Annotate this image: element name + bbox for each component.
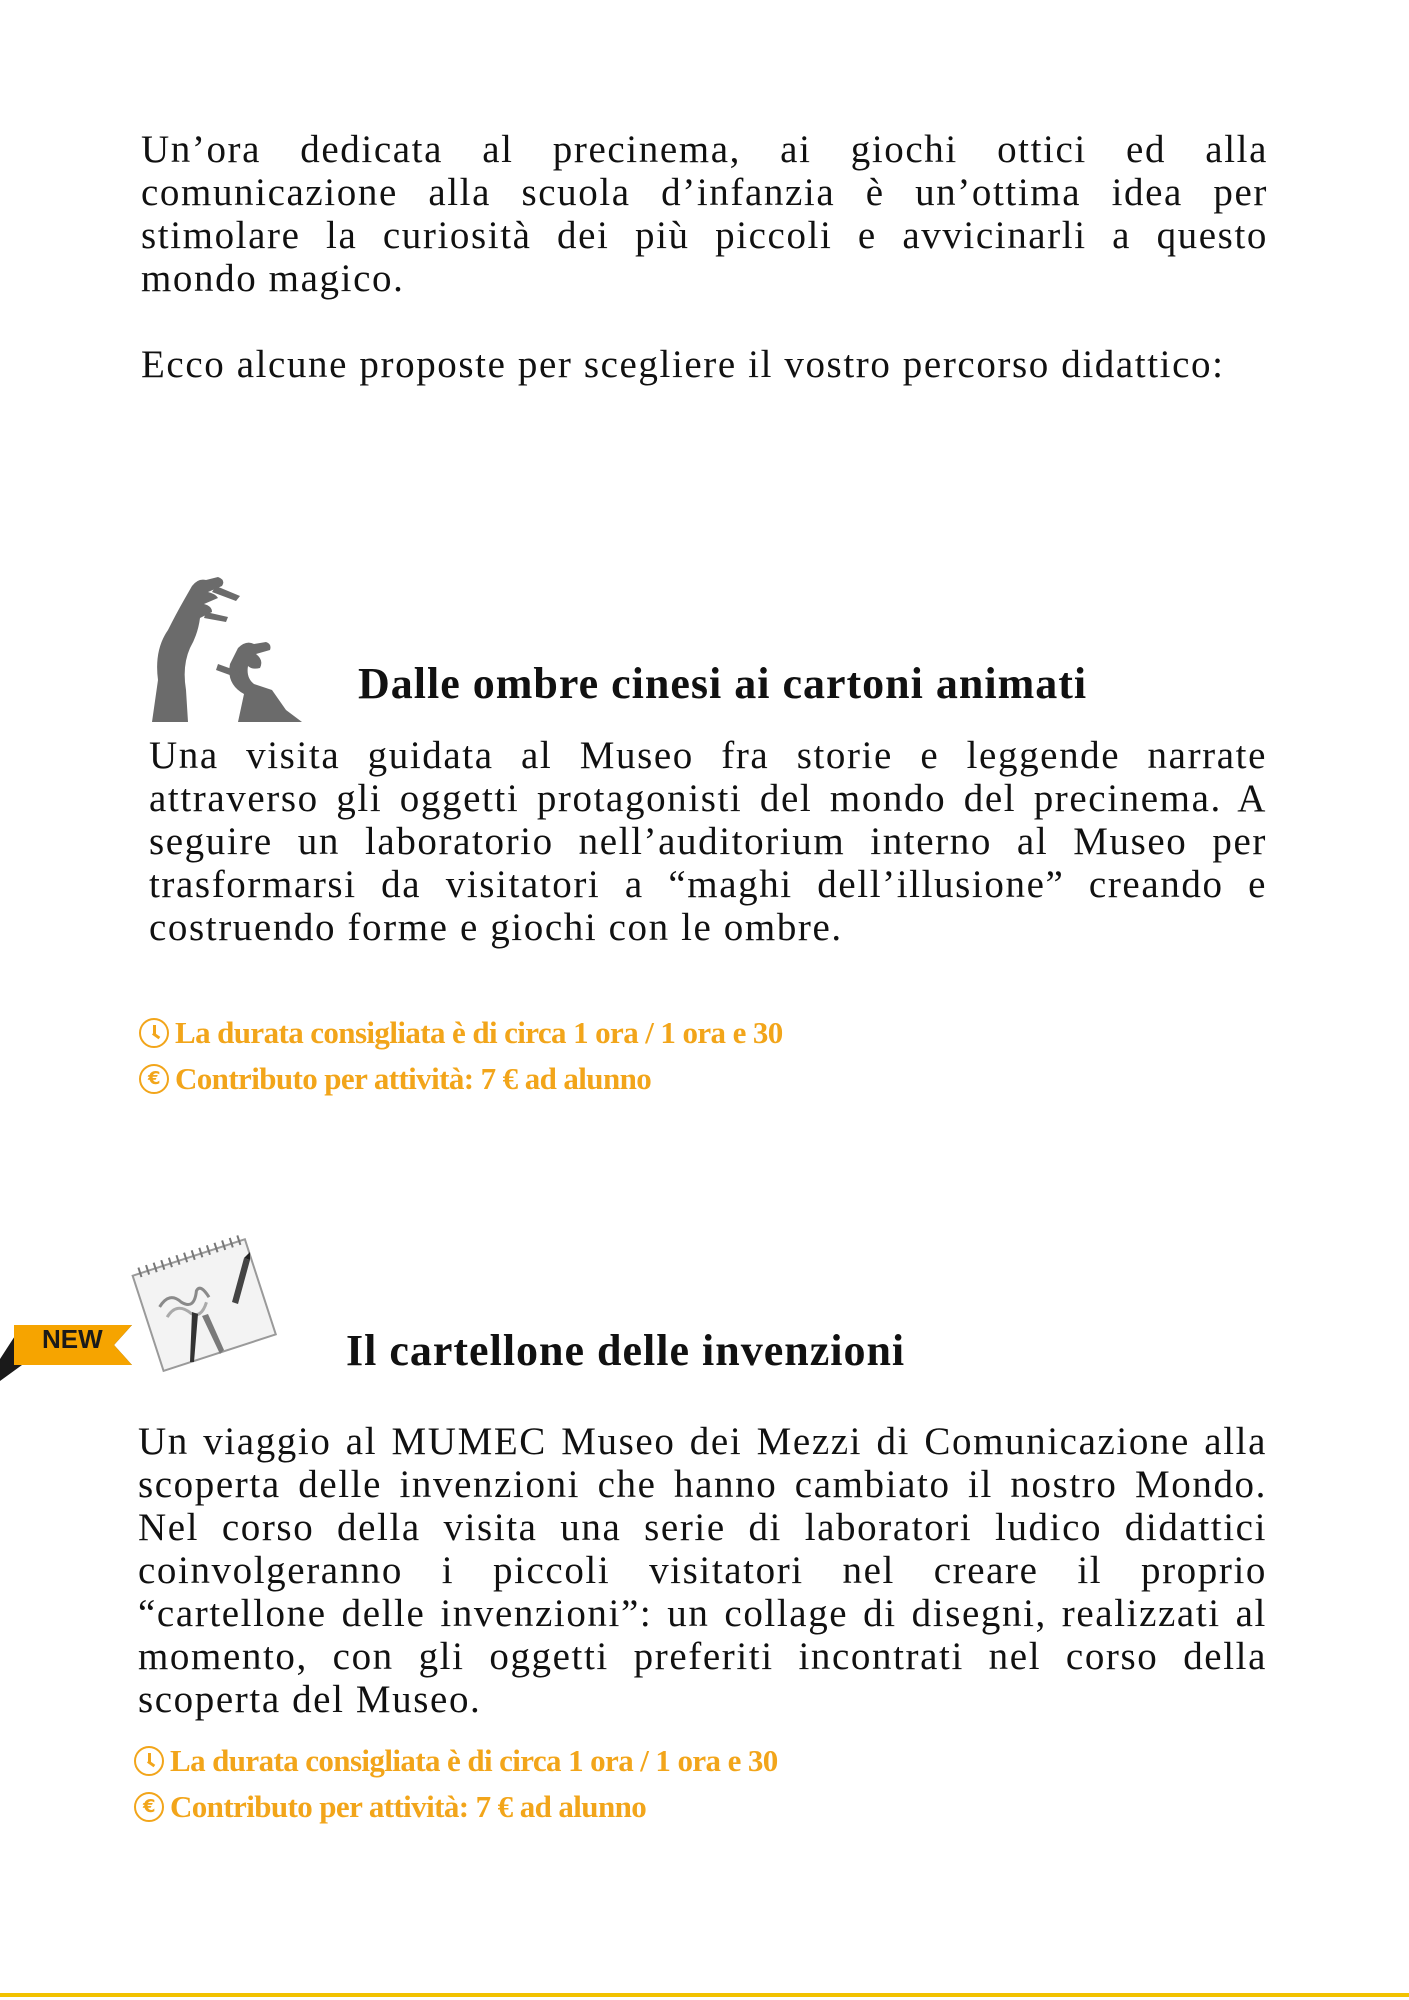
card-description: Un viaggio al MUMEC Museo dei Mezzi di Comunicazione alla scoperta delle invenzioni che hanno cambiato il nostro Mondo. Nel corso della visita una serie di laboratori ludico didattici coinvolgeranno i piccoli visitatori nel creare il proprio “cartellone delle invenzioni”: un collage di disegni, realizzati al momento, con gli oggetti preferiti incontrati nel corso della scoperta del Museo.	[138, 1420, 1267, 1721]
cost-line	[134, 1789, 646, 1825]
shadow-hands-icon	[148, 572, 308, 722]
euro-icon: €	[139, 1064, 169, 1094]
duration-text: La durata consigliata è di circa 1 ora / 1 ora e 30	[170, 1743, 778, 1778]
clock-icon	[139, 1018, 169, 1048]
duration-text: La durata consigliata è di circa 1 ora / 1 ora e 30	[175, 1015, 783, 1050]
duration-line	[139, 1015, 783, 1051]
sketchpad-icon	[128, 1232, 288, 1382]
card-title: Il cartellone delle invenzioni	[346, 1326, 906, 1375]
clock-icon	[134, 1746, 164, 1776]
bottom-rule	[0, 1993, 1409, 1997]
euro-icon: €	[134, 1792, 164, 1822]
intro-paragraph-proposals: Ecco alcune proposte per scegliere il vostro percorso didattico:	[141, 343, 1225, 386]
cost-text: Contributo per attività: 7 € ad alunno	[170, 1789, 647, 1824]
intro-paragraph: Un’ora dedicata al precinema, ai giochi ottici ed alla comunicazione alla scuola d’infanzia è un’ottima idea per stimolare la curiosità dei più piccoli e avvicinarli a questo mondo magico.	[141, 128, 1268, 300]
cost-line	[139, 1061, 651, 1097]
cost-text: Contributo per attività: 7 € ad alunno	[175, 1061, 652, 1096]
card-title: Dalle ombre cinesi ai cartoni animati	[358, 659, 1088, 708]
new-badge-label: NEW	[42, 1324, 103, 1354]
duration-line	[134, 1743, 778, 1779]
card-description: Una visita guidata al Museo fra storie e leggende narrate attraverso gli oggetti protagonisti del mondo del precinema. A seguire un laboratorio nell’auditorium interno al Museo per trasformarsi da visitatori a “maghi dell’illusione” creando e costruendo forme e giochi con le ombre.	[149, 734, 1267, 949]
